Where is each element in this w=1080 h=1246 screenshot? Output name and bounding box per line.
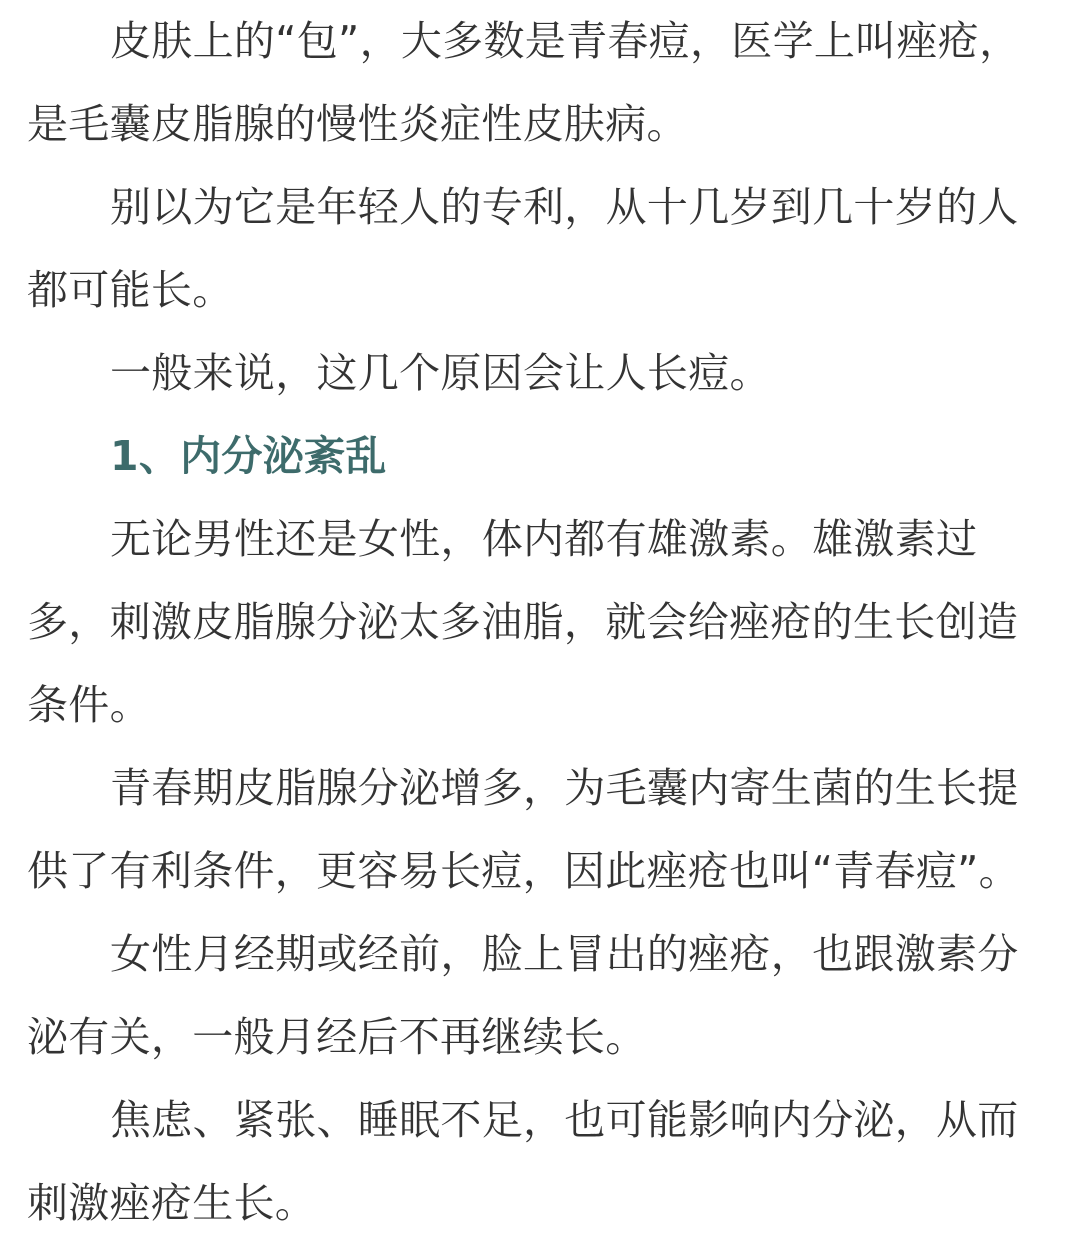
paragraph-line: 青春期皮脂腺分泌增多，为毛囊内寄生菌的生长提 — [110, 764, 1019, 812]
paragraph — [27, 1079, 1037, 1245]
section-heading — [27, 415, 1037, 498]
paragraph — [27, 166, 1037, 332]
section-heading-text: 1、内分泌紊乱 — [110, 432, 387, 480]
paragraph — [27, 332, 1037, 415]
paragraph-line: 女性月经期或经前，脸上冒出的痤疮，也跟激素分 — [110, 930, 1019, 978]
paragraph-line: 供了有利条件，更容易长痘，因此痤疮也叫“青春痘”。 — [27, 847, 1020, 895]
paragraph-line: 刺激痤疮生长。 — [27, 1179, 317, 1227]
paragraph-line: 多，刺激皮脂腺分泌太多油脂，就会给痤疮的生长创造 — [27, 598, 1019, 646]
paragraph-line: 都可能长。 — [27, 266, 234, 314]
paragraph — [27, 913, 1037, 1079]
paragraph-line: 皮肤上的“包”，大多数是青春痘，医学上叫痤疮， — [110, 17, 1021, 65]
paragraph-line: 别以为它是年轻人的专利，从十几岁到几十岁的人 — [110, 183, 1019, 231]
paragraph-line: 条件。 — [27, 681, 151, 729]
paragraph-line: 一般来说，这几个原因会让人长痘。 — [110, 349, 771, 397]
paragraph-line: 焦虑、紧张、睡眠不足，也可能影响内分泌，从而 — [110, 1096, 1019, 1144]
paragraph-line: 泌有关，一般月经后不再继续长。 — [27, 1013, 647, 1061]
paragraph — [27, 0, 1037, 166]
paragraph-line: 是毛囊皮脂腺的慢性炎症性皮肤病。 — [27, 100, 688, 148]
paragraph-line: 无论男性还是女性，体内都有雄激素。雄激素过 — [110, 515, 978, 563]
paragraph — [27, 498, 1037, 747]
paragraph — [27, 747, 1037, 913]
article-body — [27, 0, 1037, 1245]
